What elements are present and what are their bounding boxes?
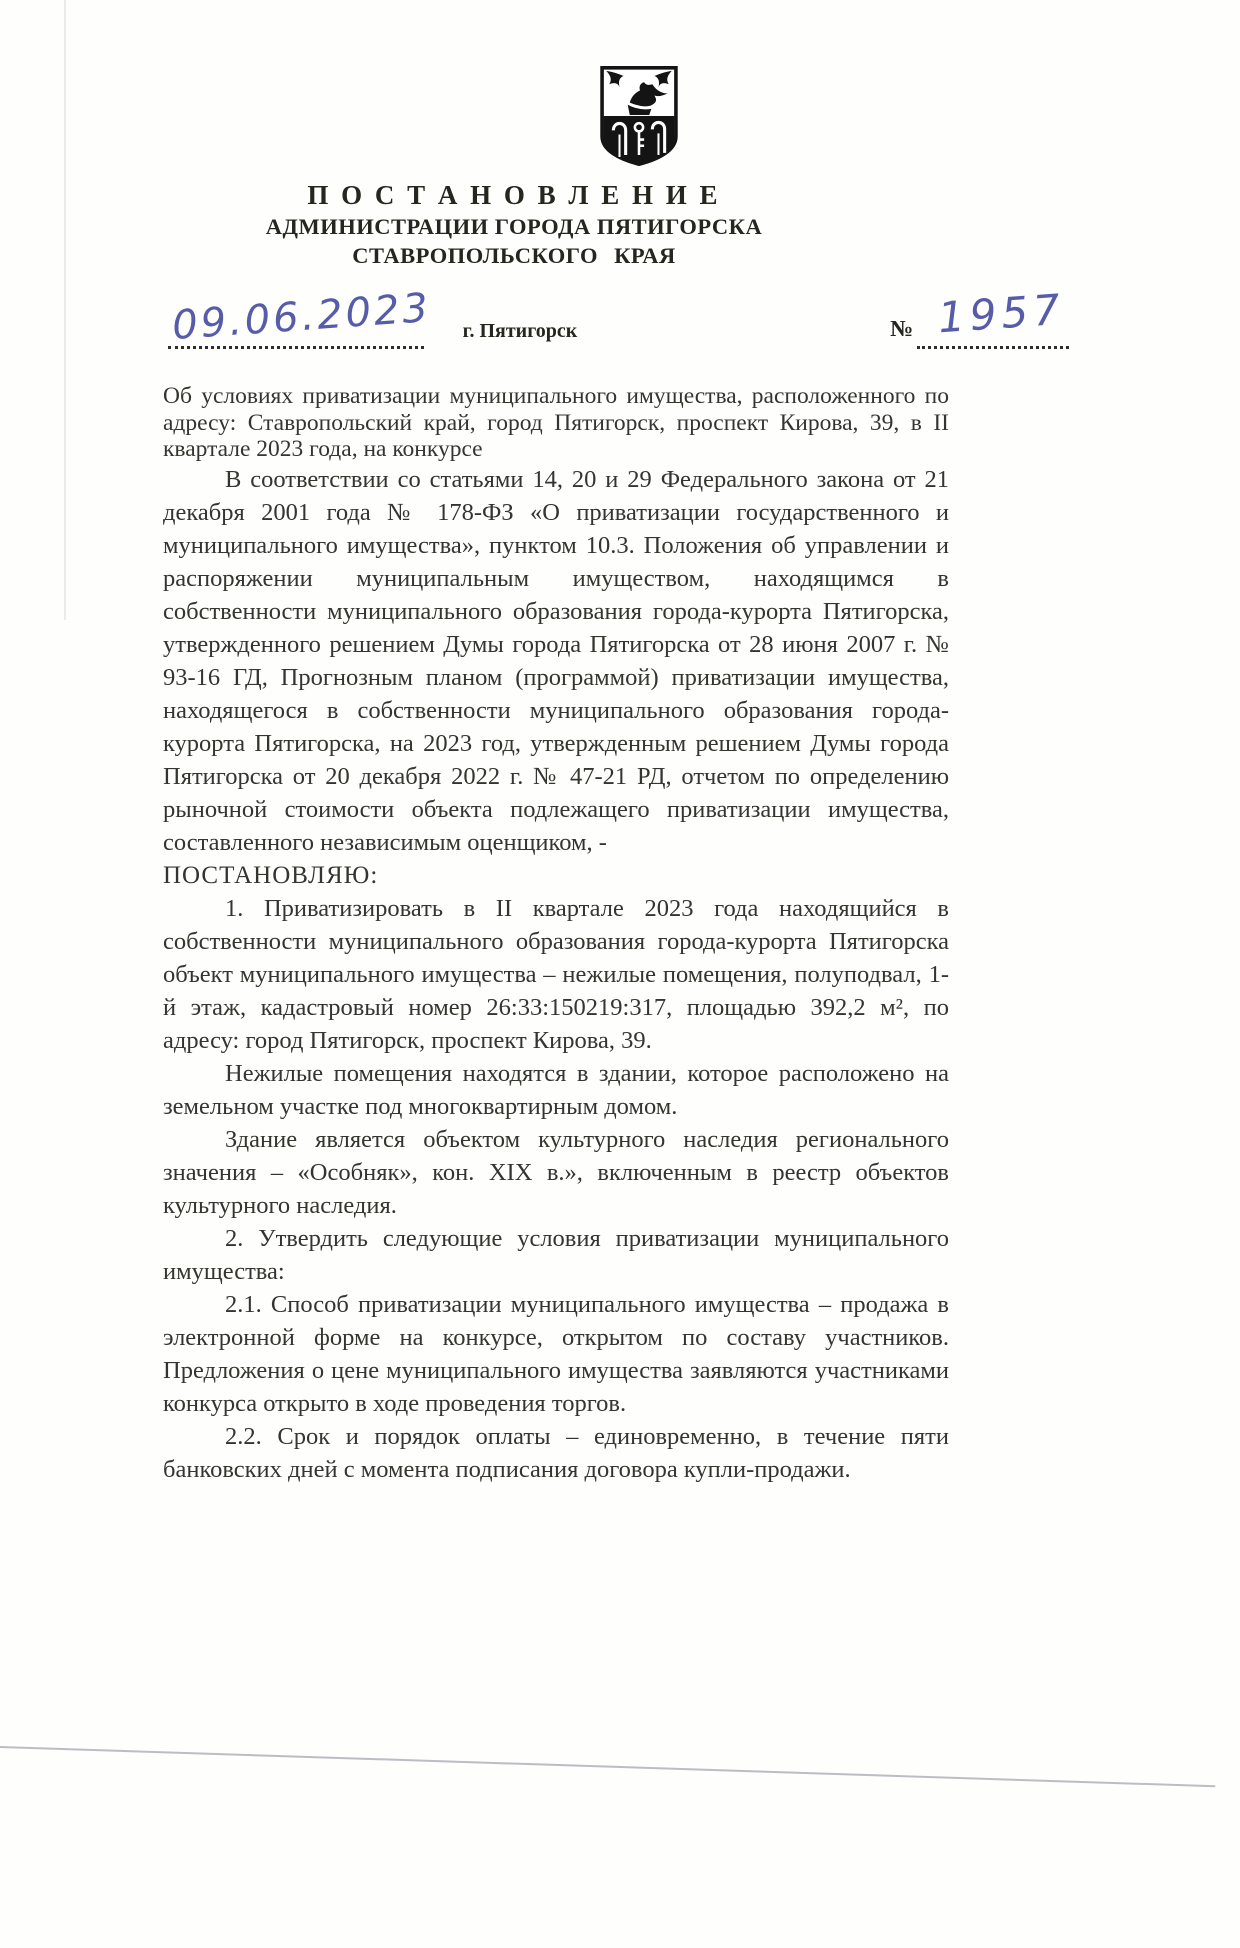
paragraph-item-2-1: 2.1. Способ приватизации муниципального имущества – продажа в электронной форме на конкурсе, открытом по составу участников. Предложения о цене муниципального имущества заявляются участниками конкурса открыто в ходе проведения торгов. xyxy=(163,1290,949,1417)
issuing-authority: АДМИНИСТРАЦИИ ГОРОДА ПЯТИГОРСКА xyxy=(265,214,763,239)
paragraph-item-2-2: 2.2. Срок и порядок оплаты – единовременно, в течение пяти банковских дней с момента подписания договора купли-продажи. xyxy=(163,1422,949,1483)
scan-artifact-vertical-line xyxy=(64,0,66,620)
paragraph-nonresidential: Нежилые помещения находятся в здании, которое расположено на земельном участке под многоквартирным домом. xyxy=(163,1059,949,1120)
document-body xyxy=(163,383,949,1486)
subject-paragraph: Об условиях приватизации муниципального имущества, расположенного по адресу: Ставропольский край, город Пятигорск, проспект Кирова, 39, в II квартале 2023 года, на конкурсе xyxy=(163,383,949,462)
number-sign-label: № xyxy=(890,316,914,341)
paragraph-item-2: 2. Утвердить следующие условия приватизации муниципального имущества: xyxy=(163,1224,949,1285)
handwritten-number: 1957 xyxy=(936,284,1067,343)
issuing-region: СТАВРОПОЛЬСКОГО КРАЯ xyxy=(352,243,676,268)
scan-artifact-diagonal-line xyxy=(0,1746,1215,1787)
handwritten-date: 09.06.2023 xyxy=(170,285,433,349)
preamble-paragraph: В соответствии со статьями 14, 20 и 29 Федерального закона от 21 декабря 2001 года № 178-ФЗ «О приватизации государственного и муниципального имущества», пунктом 10.3. Положения об управлении и распоряжении муниципальным имуществом, находящимся в собственности муниципального образования города-курорта Пятигорска, утвержденного решением Думы города Пятигорска от 28 июня 2007 г. № 93-16 ГД, Прогнозным планом (программой) приватизации имущества, находящегося в собственности муниципального образования города-курорта Пятигорска, на 2023 год, утвержденным решением Думы города Пятигорска от 20 декабря 2022 г. № 47-21 РД, отчетом по определению рыночной стоимости объекта подлежащего приватизации имущества, составленного независимым оценщиком, - xyxy=(163,465,949,856)
paragraph-heritage: Здание является объектом культурного наследия регионального значения – «Особняк», кон. XIX в.», включенным в реестр объектов культурного наследия. xyxy=(163,1125,949,1219)
date-dotted-line xyxy=(168,338,424,349)
paragraph-item-1: 1. Приватизировать в II квартале 2023 года находящийся в собственности муниципального образования города-курорта Пятигорска объект муниципального имущества – нежилые помещения, полуподвал, 1-й этаж, кадастровый номер 26:33:150219:317, площадью 392,2 м², по адресу: город Пятигорск, проспект Кирова, 39. xyxy=(163,894,949,1054)
document-title: П О С Т А Н О В Л Е Н И Е xyxy=(307,180,721,210)
document-place: г. Пятигорск xyxy=(462,320,578,342)
resolve-word: ПОСТАНОВЛЯЮ: xyxy=(163,861,379,889)
pyatigorsk-coat-of-arms-icon xyxy=(599,64,679,168)
